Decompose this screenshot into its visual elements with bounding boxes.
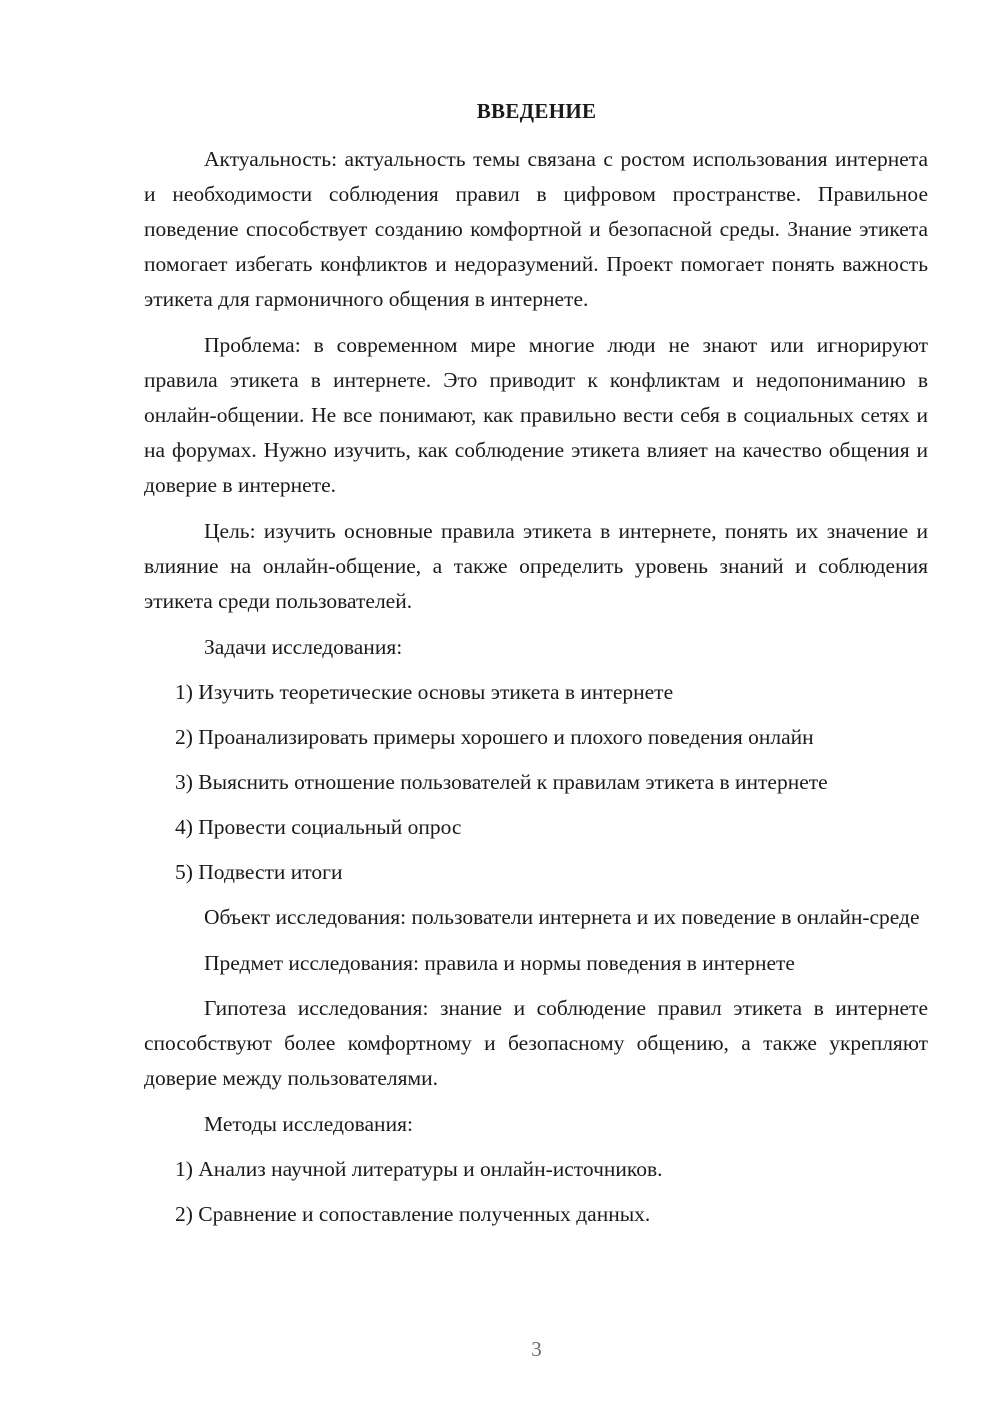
problem-paragraph: Проблема: в современном мире многие люди не знают или игнорируют правила этикета в интернете. Это приводит к конфликтам и недопониманию в онлайн-общении. Не все понимают, как правильно вести себя в социальных сетях и на форумах. Нужно изучить, как соблюдение этикета влияет на качество общения и доверие в интернете. bbox=[144, 333, 928, 497]
subject-paragraph: Предмет исследования: правила и нормы поведения в интернете bbox=[204, 951, 795, 975]
list-item: 4) Провести социальный опрос bbox=[175, 815, 462, 839]
relevance-paragraph: Актуальность: актуальность темы связана с ростом использования интернета и необходимости соблюдения правил в цифровом пространстве. Правильное поведение способствует созданию комфортной и безопасной среды. Знание этикета помогает избегать конфликтов и недоразумений. Проект помогает понять важность этикета для гармоничного общения в интернете. bbox=[144, 147, 928, 311]
list-item: 2) Проанализировать примеры хорошего и плохого поведения онлайн bbox=[175, 725, 814, 749]
list-item: 1) Анализ научной литературы и онлайн-источников. bbox=[175, 1157, 663, 1181]
page-title: ВВЕДЕНИЕ bbox=[476, 99, 597, 123]
list-item: 5) Подвести итоги bbox=[175, 860, 343, 884]
hypothesis-paragraph: Гипотеза исследования: знание и соблюдение правил этикета в интернете способствуют более комфортному и безопасному общению, а также укрепляют доверие между пользователями. bbox=[144, 996, 928, 1090]
document-body bbox=[144, 142, 928, 1242]
page-number: 3 bbox=[531, 1337, 542, 1361]
object-paragraph: Объект исследования: пользователи интернета и их поведение в онлайн-среде bbox=[204, 905, 920, 929]
tasks-list bbox=[144, 675, 928, 890]
list-item: 1) Изучить теоретические основы этикета в интернете bbox=[175, 680, 674, 704]
list-item: 2) Сравнение и сопоставление полученных данных. bbox=[175, 1202, 651, 1226]
list-item: 3) Выяснить отношение пользователей к правилам этикета в интернете bbox=[175, 770, 828, 794]
methods-list bbox=[144, 1152, 928, 1232]
methods-heading: Методы исследования: bbox=[204, 1112, 413, 1136]
tasks-heading: Задачи исследования: bbox=[204, 635, 403, 659]
goal-paragraph: Цель: изучить основные правила этикета в интернете, понять их значение и влияние на онлайн-общение, а также определить уровень знаний и соблюдения этикета среди пользователей. bbox=[144, 519, 928, 613]
